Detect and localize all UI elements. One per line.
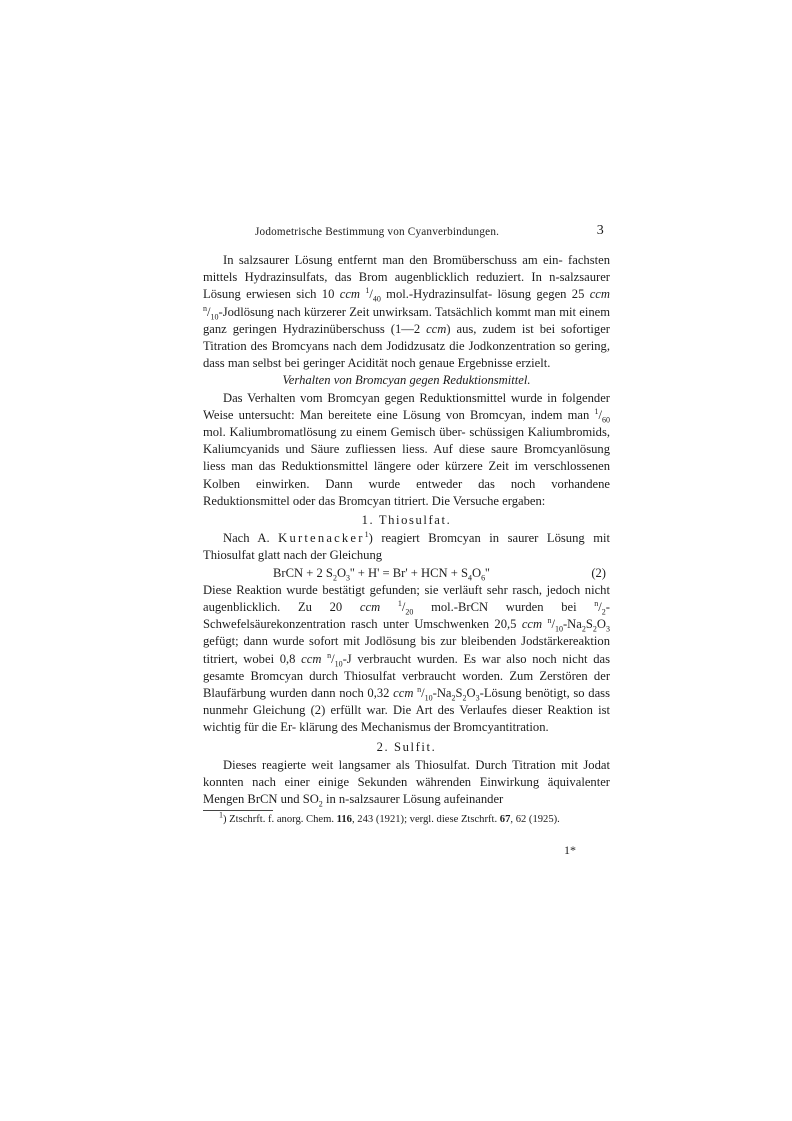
running-head <box>203 222 610 244</box>
page <box>203 222 610 860</box>
subsection-heading: 1. Thiosulfat. <box>361 513 452 528</box>
body-text <box>203 252 610 860</box>
equation-number: (2) <box>591 565 606 580</box>
paragraph: Diese Reaktion wurde bestätigt gefunden; sie verläuft sehr rasch, jedoch nicht augenblicklich. Zu 20 ccm $^1/_{20}$ mol.-BrCN wurden bei $^n/_2$-Schwefelsäurekonzentration rasch unter Umschwenken 20,5 ccm $^n/_{10}-Na_2S_2O_3$ gefügt; dann wurde sofort mit Jodlösung bis zur bleibenden Jodstärkereaktion titriert, wobei 0,8 ccm $^n/_{10}-J$ verbraucht wurden. Es war also noch nicht das gesamte Bromcyan durch Thiosulfat verbraucht worden. Zum Zerstören der Blaufärbung wurden dann noch 0,32 ccm $^n/_{10}-Na_2S_2O_3$-Lösung benötigt, so dass nunmehr Gleichung (2) erfüllt war. Die Art des Verlaufes dieser Reaktion ist wichtig für die Er- klärung des Mechanismus der Bromcyantitration. <box>203 582 611 735</box>
running-title: Jodometrische Bestimmung von Cyanverbindungen. <box>255 226 500 238</box>
signature-mark: 1* <box>564 843 576 858</box>
page-number: 3 <box>596 223 604 238</box>
paragraph: Nach A. Kurtenacker$^1$) reagiert Bromcyan in saurer Lösung mit Thiosulfat glatt nach der Gleichung <box>203 530 610 563</box>
paragraph: In salzsaurer Lösung entfernt man den Bromüberschuss am ein- fachsten mittels Hydrazinsulfats, das Brom augenblicklich reduziert. In n-salzsaurer Lösung erwiesen sich 10 ccm $^1/_{40}$ mol.-Hydrazinsulfat- lösung gegen 25 ccm $^n/_{10}$-Jodlösung nach kürzerer Zeit unwirksam. Tatsächlich kommt man mit einem ganz geringen Hydrazinüberschuss (1—2 ccm) aus, zudem ist bei sofortiger Titration des Bromcyans nach dem Jodidzusatz die Jodkonzentration so gering, dass man selbst bei geringer Acidität noch genaue Ergebnisse erzielt. <box>203 253 611 371</box>
footnote-rule <box>203 810 273 811</box>
author-name: Kurtenacker <box>278 531 365 546</box>
paragraph: Das Verhalten vom Bromcyan gegen Reduktionsmittel wurde in folgender Weise untersucht: Man bereitete eine Lösung von Bromcyan, indem man $^1/_{60}$ mol. Kaliumbromatlösung zu einem Gemisch über- schüssigen Kaliumbromids, Kaliumcyanids und Säure zufliessen liess. Auf diese saure Bromcyanlösung liess man das Reduktionsmittel längere oder kürzere Zeit im verschlossenen Kolben einwirken. Dann wurde entweder das noch vorhandene Reduktionsmittel oder das Bromcyan titriert. Die Versuche ergaben: <box>203 390 611 508</box>
subsection-heading: 2. Sulfit. <box>376 739 437 754</box>
paragraph: Dieses reagierte weit langsamer als Thiosulfat. Durch Titration mit Jodat konnten nach einer einige Sekunden währenden Einwirkung äquivalenter Mengen BrCN und $SO_2$ in n-salzsaurer Lösung aufeinander <box>203 757 610 809</box>
section-heading: Verhalten von Bromcyan gegen Reduktionsmittel. <box>282 373 531 388</box>
equation: BrCN + 2 $S_2O_3'' + H' = Br'$ + HCN + $S_4O_6''$ (2) <box>273 565 606 583</box>
footnote: $^1$) Ztschrft. f. anorg. Chem. 116, 243 (1921); vergl. diese Ztschrft. 67, 62 (1925). <box>219 810 560 826</box>
